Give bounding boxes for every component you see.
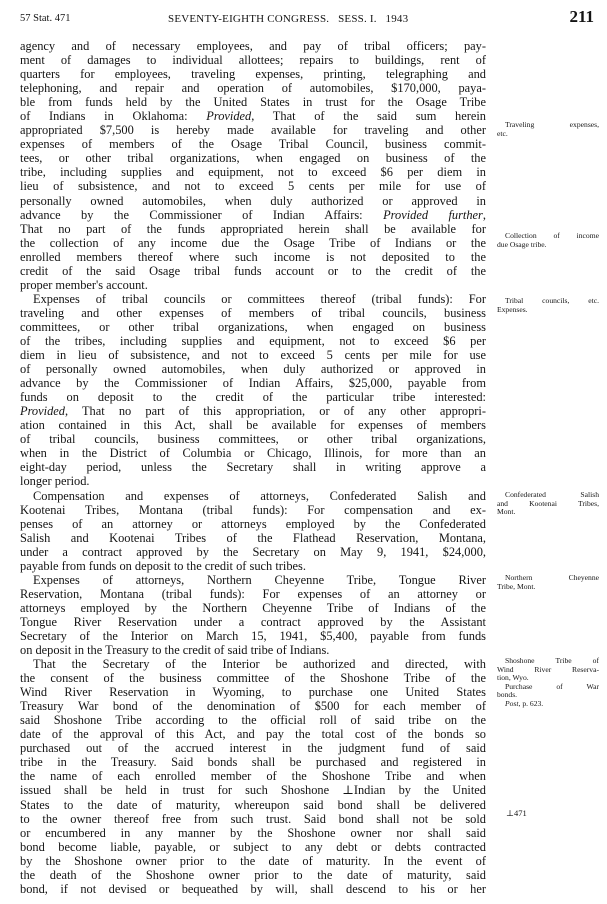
text-line: committees, or other tribal organizations, when engaged on business (20, 319, 486, 334)
running-title: SEVENTY-EIGHTH CONGRESS. SESS. I. 1943 (168, 13, 409, 25)
text-line: expenses of members of the Osage Tribal Council, business commit- (20, 137, 486, 152)
text-line: Expenses of attorneys, Northern Cheyenne Tribe, Tongue River (33, 572, 486, 587)
text-line: quarters for employees, traveling expenses, printing, telegraphing and (20, 67, 486, 82)
text-line: said Shoshone Tribe according to the official roll of said tribe on the (20, 713, 486, 728)
text-line: traveling and other expenses of members of tribal councils, business (20, 305, 486, 320)
text-line: ation contained in this Act, shall be available for expenses of members (20, 418, 486, 433)
text-line: penses of an attorney or attorneys employed by the Confederated (20, 516, 486, 531)
text-line: date of the approval of this Act, and pay the total cost of the bonds so (20, 727, 486, 742)
page-break-marker: ⊥471 (506, 808, 527, 818)
paragraph-tribal-councils (20, 292, 486, 489)
text-line: on deposit in the Treasury to the credit of said tribe of Indians. (20, 643, 330, 658)
text-line: issued shall be held in trust for such Shoshone ⊥Indian by the United (20, 783, 486, 798)
text-line: the name of each enrolled member of the Shoshone Tribe and when (20, 769, 486, 784)
margin-note-shoshone-tribe (497, 657, 599, 709)
margin-note-line: Confederated Salish (505, 490, 599, 499)
margin-note-line: Post, p. 623. (505, 698, 544, 708)
margin-note-line: etc. (497, 128, 508, 138)
text-line: ment of damages to individual allottees; repairs to buildings, rent of (20, 53, 486, 68)
text-line: tribe, including supplies and equipment, not to exceed $6 per diem in (20, 165, 486, 180)
text-line: advance by the Commissioner of Indian Affairs, $25,000, payable from (20, 376, 486, 391)
text-line: to the owner thereof free from such trust. Said bond shall not be sold (20, 811, 486, 826)
text-line: Secretary of the Interior on March 15, 1941, $5,400, payable from funds (20, 628, 486, 643)
text-line: Salish and Kootenai Tribes of the Flathead Reservation, Montana, (20, 530, 486, 545)
text-line: Tongue River Reservation under a contract approved by the Assistant (20, 614, 486, 629)
text-line: proper member's account. (20, 277, 148, 292)
text-line: the collection of any income due the Osage Tribe of Indians or the (20, 235, 486, 250)
margin-note-tribal-councils (497, 297, 599, 314)
text-line: payable from funds on deposit to the credit of such tribes. (20, 558, 306, 573)
margin-note-line: Collection of income (505, 231, 599, 240)
text-line: of personally owned automobiles, when duly authorized or approved in (20, 362, 486, 377)
text-line: under a contract approved by the Secretary on May 9, 1941, $24,000, (20, 544, 486, 559)
text-line: Treasury War bond of the denomination of $500 for each member of (20, 699, 486, 714)
statute-body (20, 39, 486, 896)
text-line: personally owned automobiles, when duly authorized or approved in (20, 193, 486, 208)
text-line: funds on deposit to the credit of the particular tribe interested: (20, 390, 486, 405)
text-line: diem in lieu of subsistence, and not to exceed 5 cents per mile for use (20, 348, 486, 363)
margin-note-line: Wind River Reserva- (497, 664, 599, 674)
text-line: bond become liable, payable, or subject to any debt or debts contracted (20, 839, 486, 854)
text-line: lieu of subsistence, and not to exceed 5 cents per mile for use of (20, 179, 486, 194)
text-line: the consent of the business committee of the Shoshone Tribe of the (20, 671, 486, 686)
text-line: Compensation and expenses of attorneys, Confederated Salish and (33, 488, 486, 503)
text-line: tribe in the Treasury. Said bonds shall be purchased and registered in (20, 755, 486, 770)
text-line: the death of the Shoshone owner prior to the date of maturity, said (20, 867, 486, 882)
margin-note-line: Tribe, Mont. (497, 581, 536, 591)
text-line: attorneys employed by the Northern Cheyenne Tribe of Indians of the (20, 600, 486, 615)
text-line: Reservation, Montana (tribal funds): For expenses of an attorney or (20, 586, 486, 601)
margin-note-northern-cheyenne (497, 574, 599, 591)
margin-note-line: bonds. (497, 690, 518, 700)
text-line: Expenses of tribal councils or committees thereof (tribal funds): For (33, 291, 486, 306)
text-line: States to the date of maturity, whereupon said bond shall be delivered (20, 797, 486, 812)
text-line: Kootenai Tribes, Montana (tribal funds): For compensation and ex- (20, 502, 486, 517)
margin-note-traveling-expenses (497, 121, 599, 138)
text-line: tees, or other tribal organizations, when engaged on business of the (20, 151, 486, 166)
text-line: longer period. (20, 474, 90, 489)
page-header (20, 7, 594, 33)
text-line: eight-day period, unless the Secretary shall in writing approve a (20, 460, 486, 475)
text-line: Provided, That no part of this appropriation, or of any other appropri- (20, 404, 486, 419)
margin-note-line: due Osage tribe. (497, 239, 547, 249)
text-line: ble from funds held by the United States in trust for the Osage Tribe (20, 95, 486, 110)
text-line: telephoning, and repair and operation of automobiles, $170,000, paya- (20, 81, 486, 96)
margin-note-line: tion, Wyo. (497, 673, 529, 683)
text-line: of tribal councils, business committees, or other tribal organizations, (20, 432, 486, 447)
text-line: purchased out of the accrued interest in the judgment fund of said (20, 741, 486, 756)
text-line: enrolled members thereof where such income is not deposited to the (20, 249, 486, 264)
text-line: credit of the said Osage tribal funds account or to the credit of the (20, 263, 486, 278)
page-number: 211 (569, 7, 594, 26)
margin-note-line: Traveling expenses, (505, 120, 599, 129)
margin-note-line: Mont. (497, 507, 516, 517)
margin-note-collection-of-income (497, 232, 599, 249)
stat-reference: 57 Stat. 471 (20, 13, 71, 24)
text-line: by the Shoshone owner prior to the date of maturity. In the event of (20, 853, 486, 868)
margin-note-line: and Kootenai Tribes, (497, 498, 599, 508)
text-line: That no part of the funds appropriated herein shall be available for (20, 221, 486, 236)
margin-note-line: Shoshone Tribe of (505, 656, 599, 665)
margin-note-line: Northern Cheyenne (505, 573, 599, 582)
text-line: agency and of necessary employees, and pay of tribal officers; pay- (20, 39, 486, 53)
paragraph-confederated-salish (20, 489, 486, 573)
margin-note-confederated-salish (497, 491, 599, 517)
text-line: That the Secretary of the Interior be authorized and directed, with (33, 657, 486, 672)
margin-note-line: Purchase of War (505, 681, 599, 691)
text-line: of Indians in Oklahoma: Provided, That of the said sum herein (20, 109, 486, 124)
paragraph-shoshone-war-bonds (20, 657, 486, 896)
text-line: of the tribes, including supplies and equipment, not to exceed $6 per (20, 333, 486, 348)
margin-note-line: Tribal councils, etc. (505, 296, 599, 305)
text-line: advance by the Commissioner of Indian Affairs: Provided further, (20, 207, 486, 222)
paragraph-northern-cheyenne (20, 573, 486, 657)
margin-note-line: Expenses. (497, 304, 528, 314)
text-line: when in the District of Columbia or Chicago, Illinois, for more than an (20, 446, 486, 461)
text-line: bond, if not devised or bequeathed by will, shall descend to his or her (20, 881, 486, 896)
text-line: or encumbered in any manner by the Shoshone owner nor shall said (20, 825, 486, 840)
paragraph-osage-appropriation (20, 39, 486, 292)
text-line: appropriated $7,500 is hereby made available for traveling and other (20, 123, 486, 138)
text-line: Wind River Reservation in Wyoming, to purchase one United States (20, 685, 486, 700)
